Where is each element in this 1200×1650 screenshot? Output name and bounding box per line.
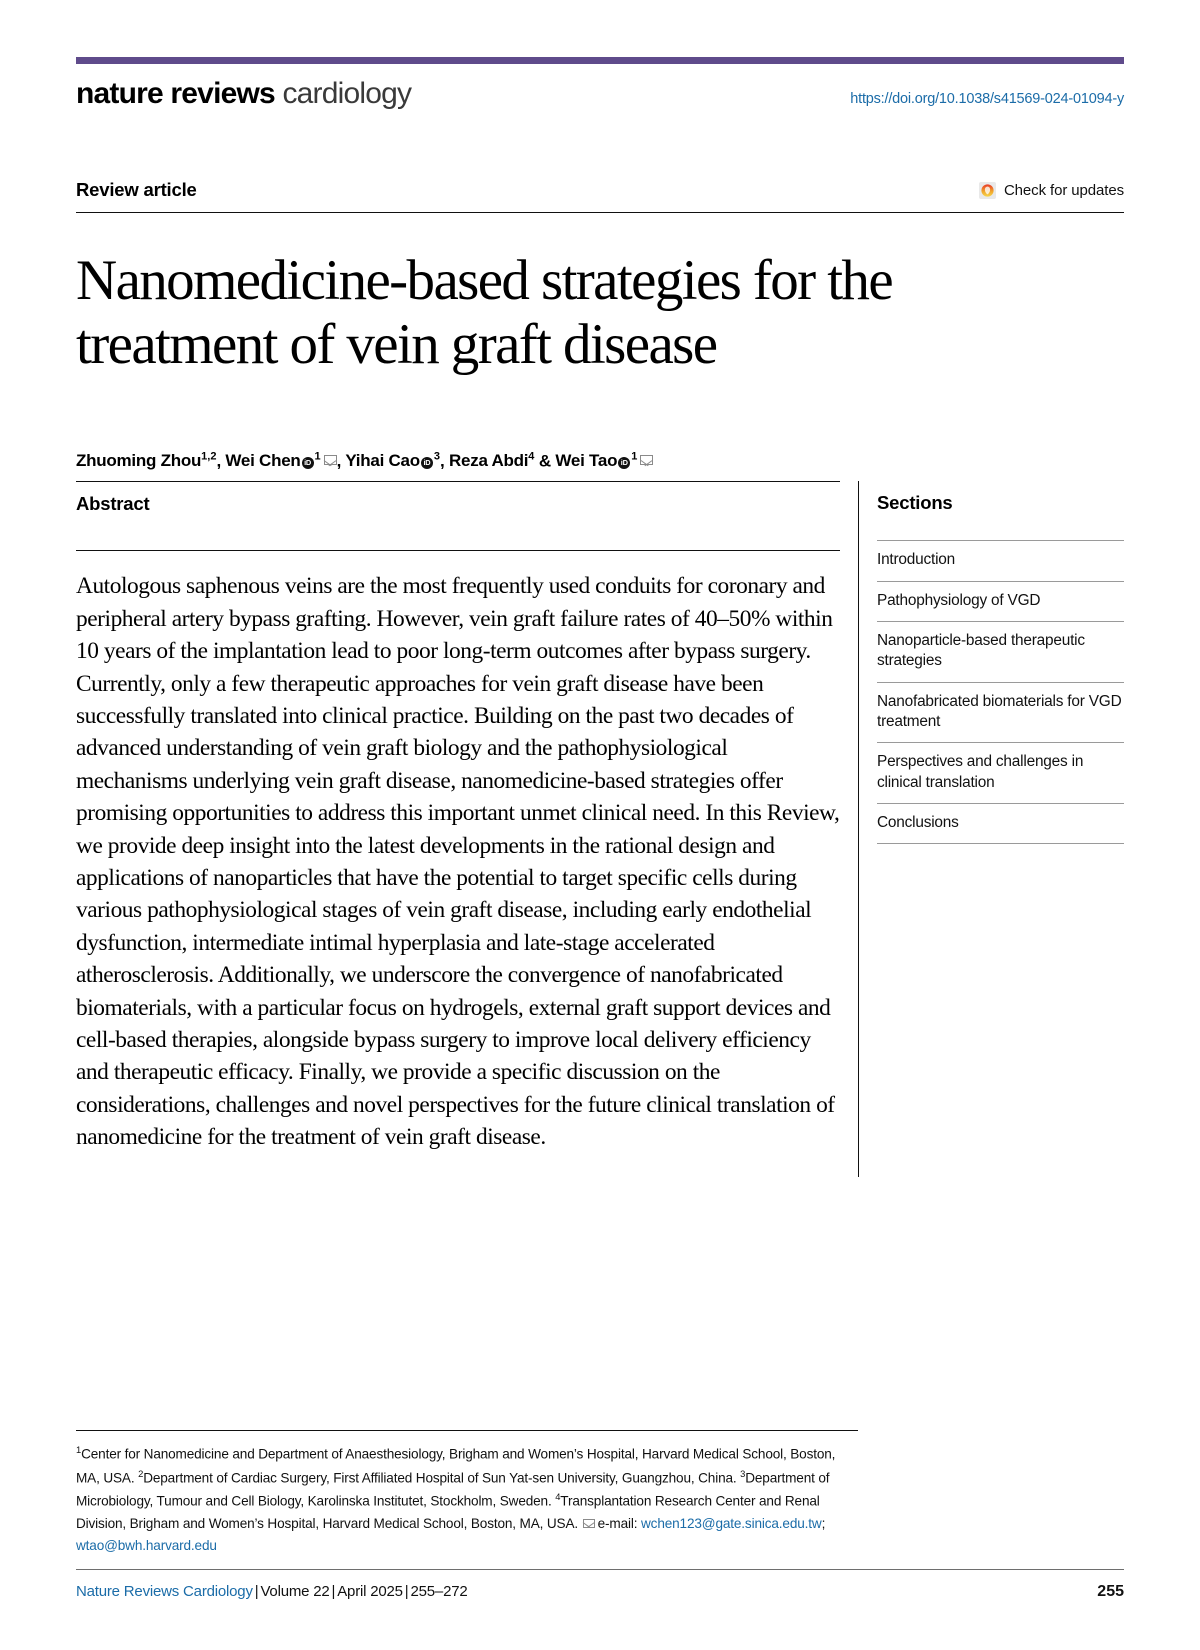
author-affiliation-markers: 1,2 xyxy=(201,450,217,463)
check-for-updates[interactable] xyxy=(979,182,1124,199)
author-wei-tao: Wei Tao $iD^1$ xyxy=(555,451,653,470)
author-zhuoming-zhou: Zhuoming Zhou$^{1,2}$ xyxy=(76,450,217,471)
footer-separator: | xyxy=(254,1583,259,1600)
envelope-icon[interactable] xyxy=(640,455,653,465)
affiliation-marker-1: 1 xyxy=(76,1444,82,1455)
footer-volume: Volume 22 xyxy=(260,1583,330,1600)
affiliations-text xyxy=(76,1442,858,1557)
divider-below-abstract-heading xyxy=(76,550,840,551)
author-affiliation-markers: 4 xyxy=(528,450,535,463)
article-type-label: Review article xyxy=(76,179,197,200)
affiliation-1: Center for Nanomedicine and Department of Anaesthesiology, Brigham and Women’s Hospital, Harvard Medical School, Boston, MA, USA. xyxy=(76,1446,836,1486)
footer-citation xyxy=(76,1583,468,1600)
footer-pages: 255–272 xyxy=(410,1583,468,1600)
divider-above-affiliations xyxy=(76,1430,858,1431)
sidebar-item-pathophysiology[interactable]: Pathophysiology of VGD xyxy=(877,581,1124,621)
envelope-icon[interactable] xyxy=(324,455,337,465)
article-type-row xyxy=(76,179,1124,201)
footer-separator: | xyxy=(331,1583,336,1600)
article-page xyxy=(0,57,1200,1650)
sections-heading: Sections xyxy=(877,492,953,514)
email-label: e-mail: xyxy=(597,1515,642,1531)
affiliation-marker-4: 4 xyxy=(555,1491,561,1503)
author-list xyxy=(76,451,1124,472)
author-wei-chen: Wei Chen $iD^1$ xyxy=(225,451,336,470)
page-number: 255 xyxy=(1097,1583,1124,1600)
affiliations-block xyxy=(76,1430,858,1557)
footer-date: April 2025 xyxy=(337,1583,403,1600)
author-separator: & xyxy=(534,451,556,471)
affiliation-marker-3: 3 xyxy=(740,1467,746,1479)
orcid-icon[interactable]: iD xyxy=(618,457,630,469)
orcid-icon[interactable]: iD xyxy=(302,457,314,469)
body-columns xyxy=(76,481,1124,1177)
affiliation-marker-2: 2 xyxy=(138,1467,144,1479)
email-separator: ; xyxy=(821,1515,826,1531)
abstract-heading: Abstract xyxy=(76,493,150,515)
abstract-text: Autologous saphenous veins are the most frequently used conduits for coronary and peripheral artery bypass grafting. However, vein graft failure rates of 40–50% within 10 years of the implantation lead to poor long-term outcomes after bypass surgery. Currently, only a few therapeutic approaches for vein graft disease have been successfully translated into clinical practice. Building on the past two decades of advanced understanding of vein graft biology and the pathophysiological mechanisms underlying vein graft disease, nanomedicine-based strategies offer promising opportunities to address this important unmet clinical need. In this Review, we provide deep insight into the latest developments in the rational design and applications of nanoparticles that have the potential to target specific cells during various pathophysiological stages of vein graft disease, including early endothelial dysfunction, intermediate intimal hyperplasia and late-stage accelerated atherosclerosis. Additionally, we underscore the convergence of nanofabricated biomaterials, with a particular focus on hydrogels, external graft support devices and cell-based therapies, alongside bypass surgery to improve local delivery efficiency and therapeutic efficacy. Finally, we provide a specific discussion on the considerations, challenges and novel perspectives for the future clinical translation of nanomedicine for the treatment of vein graft disease. xyxy=(76,573,840,1151)
affiliation-4: Transplantation Research Center and Renal Division, Brigham and Women’s Hospital, Harvard Medical School, Boston, MA, USA. xyxy=(76,1493,820,1531)
divider-above-footer xyxy=(76,1569,1124,1570)
sections-column xyxy=(858,481,1124,1177)
crossmark-icon xyxy=(979,182,996,199)
author-separator: , xyxy=(440,451,449,471)
affiliation-3: Department of Microbiology, Tumour and Cell Biology, Karolinska Institutet, Stockholm, Sweden. xyxy=(76,1470,830,1509)
envelope-icon xyxy=(583,1519,595,1528)
orcid-icon[interactable]: iD xyxy=(421,457,433,469)
sidebar-item-nanoparticle-based[interactable]: Nanoparticle-based therapeutic strategies xyxy=(877,621,1124,682)
affiliation-2: Department of Cardiac Surgery, First Affiliated Hospital of Sun Yat-sen University, Guangzhou, China. xyxy=(143,1470,741,1486)
masthead-bold-text: nature reviews xyxy=(76,77,275,110)
author-affiliation-markers: 1 xyxy=(631,450,638,463)
email-link-wtao[interactable]: wtao@bwh.harvard.edu xyxy=(76,1537,217,1553)
author-affiliation-markers: 1 xyxy=(314,450,321,463)
sections-list xyxy=(877,540,1124,844)
sidebar-item-nanofabricated[interactable]: Nanofabricated biomaterials for VGD treatment xyxy=(877,682,1124,743)
author-yihai-cao: Yihai Cao $iD^3$ xyxy=(345,450,441,471)
check-for-updates-label: Check for updates xyxy=(1003,181,1124,199)
abstract-column xyxy=(76,481,858,1177)
brand-color-bar xyxy=(76,57,1124,64)
sidebar-item-perspectives[interactable]: Perspectives and challenges in clinical translation xyxy=(877,742,1124,803)
page-title: Nanomedicine-based strategies for the treatment of vein graft disease xyxy=(76,249,893,376)
sidebar-item-conclusions[interactable]: Conclusions xyxy=(877,803,1124,844)
masthead-row xyxy=(76,77,1124,111)
journal-masthead xyxy=(76,77,411,111)
divider-under-article-type xyxy=(76,212,1124,213)
masthead-light-text: cardiology xyxy=(274,77,412,110)
email-link-wchen[interactable]: wchen123@gate.sinica.edu.tw xyxy=(641,1515,822,1531)
sidebar-item-introduction[interactable]: Introduction xyxy=(877,540,1124,580)
author-separator: , xyxy=(336,451,346,471)
author-affiliation-markers: 3 xyxy=(433,450,441,463)
footer-row xyxy=(76,1583,1124,1601)
footer-separator: | xyxy=(404,1583,409,1600)
author-reza-abdi: Reza Abdi$^4$ xyxy=(448,450,535,471)
page-footer xyxy=(76,1569,1124,1601)
footer-journal-link[interactable]: Nature Reviews Cardiology xyxy=(76,1583,253,1600)
doi-link[interactable]: https://doi.org/10.1038/s41569-024-01094-y xyxy=(850,91,1124,107)
author-separator: , xyxy=(216,451,226,471)
